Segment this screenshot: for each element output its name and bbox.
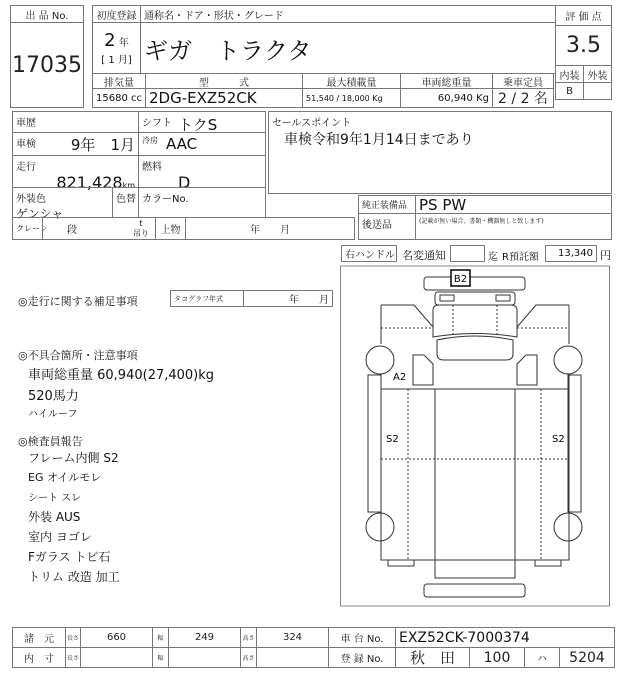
cab-sides [381, 305, 569, 327]
reg-kana: ハ [524, 647, 560, 668]
center-frame [435, 389, 515, 578]
handle-badge: 右ハンドル [341, 245, 397, 262]
exterior-label: 外装 [583, 65, 612, 83]
wheel [554, 513, 582, 541]
fuel [138, 155, 266, 192]
spec-width: 249 [168, 627, 241, 648]
inner-width-label: 幅 [152, 647, 169, 668]
spec-height: 324 [256, 627, 329, 648]
damage-mark: S2 [552, 434, 565, 445]
headlight-left [440, 295, 454, 301]
displacement-label: 排気量 [92, 73, 146, 89]
max-load: 51,540 / 18,000 Kg [302, 88, 401, 108]
rear-foot [388, 560, 414, 566]
recycle-label: R預託額 [502, 252, 539, 263]
spec-label: 諸 元 [12, 627, 66, 648]
defect-item: ハイルーフ [28, 409, 78, 420]
reg-area: 秋 田 [395, 647, 470, 668]
recycle-value: 13,340 [545, 245, 597, 262]
history [12, 111, 139, 133]
side-rail-right [568, 375, 581, 512]
shift-value: トクS [178, 116, 218, 134]
rear-foot [535, 560, 561, 566]
inner-height-label: 高さ [240, 647, 257, 668]
color-value: ゲンシャ [16, 207, 64, 221]
displacement: 15680 cc [92, 88, 146, 108]
sales-point [268, 111, 612, 194]
lot-number: 17035 [10, 22, 84, 108]
rating-score: 3.5 [555, 25, 612, 66]
chassis-number: EXZ52CK-7000374 [395, 627, 615, 648]
inner-length-label: 長さ [65, 647, 81, 668]
length-label: 長さ [65, 627, 81, 648]
equipment-label: 純正装備品 [358, 195, 416, 214]
ac [138, 132, 266, 156]
first-reg-label: 初度登録 [92, 5, 141, 23]
inspector-title: ◎検査員報告 [18, 435, 83, 448]
body-label: 上物 [155, 217, 186, 240]
name-change-label: 名変通知 [402, 249, 446, 262]
delivery-note: (記載が無い場合、書類・機器無しと致します) [415, 213, 612, 240]
headlight-right [496, 295, 510, 301]
color [12, 187, 113, 221]
inner-length [80, 647, 153, 668]
inspector-item: Fガラス トビ石 [28, 550, 111, 564]
reg-label: 登 録 No. [328, 647, 396, 668]
body-date: 年 月 [185, 217, 355, 240]
side-rail-left [368, 375, 381, 512]
year-unit: 年 [118, 38, 129, 49]
inner-label: 内 寸 [12, 647, 66, 668]
inspector-item: トリム 改造 加工 [28, 570, 120, 584]
front-bumper [424, 277, 525, 290]
mileage-unit: km [122, 181, 135, 190]
interior-grade: B [555, 82, 584, 100]
name-change-box [450, 245, 485, 262]
rear-bumper [424, 584, 525, 597]
color-label: 外装色 [16, 194, 46, 205]
tacho-value: 年 月 [243, 290, 333, 307]
cab-roof [433, 305, 517, 337]
chassis-label: 車 台 No. [328, 627, 396, 648]
shift [138, 111, 266, 133]
inspector-item: フレーム内側 S2 [28, 451, 119, 465]
inspector-item: 室内 ヨゴレ [28, 530, 92, 544]
crane [42, 217, 156, 240]
defect-item: 520馬力 [28, 389, 79, 404]
inspection-label: 車検 [16, 139, 36, 150]
mirror-left [413, 355, 433, 385]
color-no-label: カラーNo. [138, 187, 266, 218]
damage-mark: B2 [453, 274, 468, 285]
defects-title: ◎不具合箇所・注意事項 [18, 349, 138, 362]
inspection-value: 9年 1月 [70, 136, 135, 154]
crane-label: クレーン [12, 217, 43, 240]
truck-diagram [340, 262, 610, 612]
fuel-label: 燃料 [142, 162, 162, 173]
inspector-item: 外装 AUS [28, 510, 81, 524]
wheel [366, 513, 394, 541]
wheel [554, 346, 582, 374]
tacho-label: タコグラフ年式 [170, 290, 244, 307]
mirror-right [517, 355, 537, 385]
capacity: 2 / 2 名 [492, 88, 554, 108]
until-label: 迄 [488, 252, 498, 263]
defect-item: 車両総重量 60,940(27,400)kg [28, 368, 215, 383]
ac-value: AAC [166, 135, 198, 153]
damage-mark: A2 [393, 372, 407, 383]
history-label: 車歴 [16, 118, 36, 129]
sales-label: セールスポイント [272, 118, 352, 129]
mileage-value: 821,428 [56, 173, 123, 192]
fuel-value: D [178, 173, 191, 192]
shift-label: シフト [142, 118, 172, 129]
max-load-label: 最大積載量 [302, 73, 401, 89]
delivery-label: 後送品 [358, 213, 416, 240]
rating-label: 評 価 点 [555, 5, 612, 26]
grille [435, 292, 515, 305]
name-label: 通称名・ドア・形状・グレード [140, 5, 556, 23]
inspection [12, 132, 139, 156]
crane-stage: 段 [67, 225, 77, 236]
yen-label: 円 [600, 249, 611, 262]
interior-label: 内装 [555, 65, 584, 83]
vehicle-name: ギガ トラクタ [140, 22, 556, 74]
lot-label: 出 品 No. [10, 5, 84, 23]
spec-length: 660 [80, 627, 153, 648]
inner-width [168, 647, 241, 668]
equipment-value: PS PW [415, 195, 612, 214]
model: 2DG-EXZ52CK [145, 88, 303, 108]
windshield [437, 336, 513, 360]
reg-class: 100 [469, 647, 525, 668]
width-label: 幅 [152, 627, 169, 648]
capacity-label: 乗車定員 [492, 73, 554, 89]
gross-weight: 60,940 Kg [400, 88, 493, 108]
first-reg [92, 22, 141, 74]
damage-mark: S2 [386, 434, 399, 445]
height-label: 高さ [240, 627, 257, 648]
inspector-item: EG オイルモレ [28, 471, 102, 484]
gross-weight-label: 車両総重量 [400, 73, 493, 89]
color-change-label: 色替 [112, 187, 139, 218]
crane-ton: t 吊り [133, 218, 149, 238]
inspector-item: シート スレ [28, 493, 82, 504]
wheel [366, 346, 394, 374]
ac-label: 冷房 [142, 136, 158, 145]
mileage [12, 155, 139, 192]
reg-number: 5204 [559, 647, 615, 668]
mileage-label: 走行 [16, 162, 36, 173]
first-reg-year: 2 [104, 30, 116, 51]
inner-height [256, 647, 329, 668]
model-label: 型 式 [145, 73, 303, 89]
driving-title: ◎走行に関する補足事項 [18, 295, 138, 308]
exterior-grade [583, 82, 612, 100]
sales-text: 車検令和9年1月14日まであり [284, 132, 474, 148]
first-reg-month: [ 1 月] [101, 55, 132, 66]
